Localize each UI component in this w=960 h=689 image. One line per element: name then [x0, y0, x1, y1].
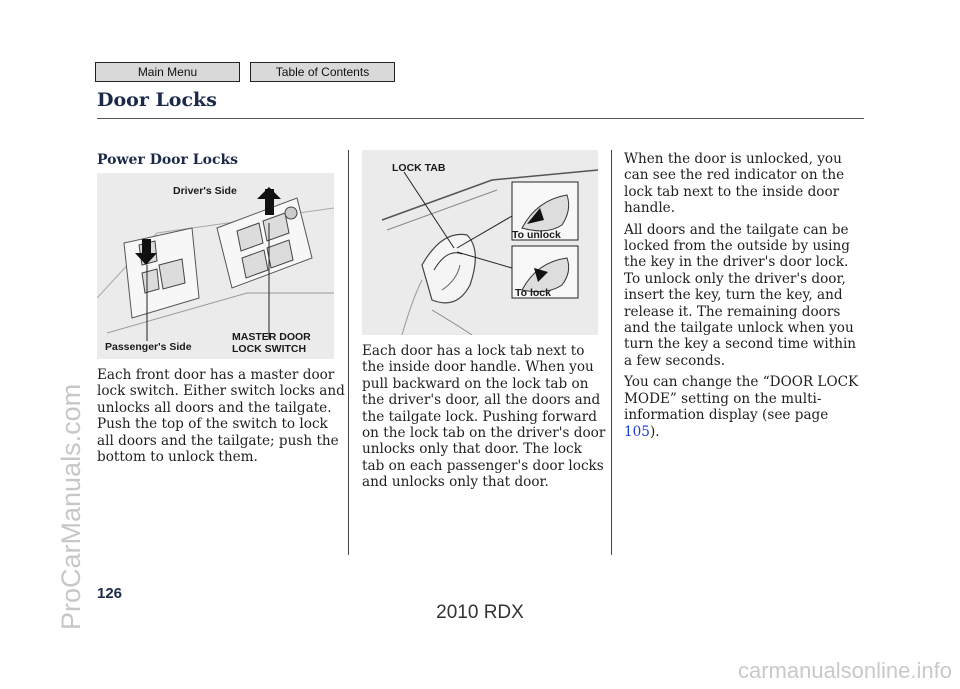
lock-mode-text: You can change the “DOOR LOCK MODE” setting on the multi-information display (see page [624, 374, 859, 424]
door-handle-drawing [362, 150, 598, 335]
section-subheading: Power Door Locks [97, 152, 239, 168]
side-watermark: ProCarManuals.com [56, 383, 86, 630]
title-divider [97, 118, 864, 119]
lock-tab-text: Each door has a lock tab next to the inside door handle. When you pull backward on the lock tab on the driver's door, all the doors and the tailgate lock. Pushing forward on the lock tab on the driver's door unlocks only that door. The lock tab on each passenger's door locks and unlocks only that door. [362, 343, 606, 491]
column-divider [348, 150, 349, 555]
lock-mode-text-end: ). [649, 423, 660, 440]
page-title: Door Locks [97, 89, 217, 111]
figure-label-master-switch-line1: MASTER DOOR [232, 331, 311, 343]
table-of-contents-button[interactable]: Table of Contents [250, 62, 395, 82]
key-lock-paragraph: All doors and the tailgate can be locked from the outside by using the key in the driver's door lock. To unlock only the driver's door, insert the key, turn the key, and release it. The remaining doors and the tailgate unlock when you turn the key a second time within a few seconds. [624, 221, 857, 369]
figure-label-to-unlock: To unlock [512, 229, 561, 241]
page-105-link[interactable]: 105 [624, 423, 650, 440]
lock-mode-paragraph [624, 374, 868, 440]
main-menu-button[interactable]: Main Menu [95, 62, 240, 82]
model-label: 2010 RDX [436, 602, 524, 623]
figure-label-master-switch-line2: LOCK SWITCH [232, 343, 307, 355]
page-number: 126 [97, 585, 123, 602]
master-switch-text: Each front door has a master door lock switch. Either switch locks and unlocks all doors and the tailgate. Push the top of the switch to lock all doors and the tailgate; push the bottom to unlock them. [97, 367, 345, 466]
figure-label-drivers-side: Driver's Side [173, 185, 237, 197]
figure-label-passengers-side: Passenger's Side [105, 341, 192, 353]
bottom-watermark: carmanualsonline.info [737, 658, 952, 683]
key-lock-column [624, 151, 868, 440]
lock-tab-illustration [362, 150, 598, 335]
figure-label-to-lock: To lock [515, 287, 551, 299]
master-switch-illustration [97, 173, 334, 359]
column-divider [611, 150, 612, 555]
master-switch-paragraph [97, 367, 345, 465]
lock-tab-paragraph [362, 343, 608, 491]
figure-label-lock-tab: LOCK TAB [392, 162, 446, 174]
red-indicator-paragraph: When the door is unlocked, you can see the red indicator on the lock tab next to the inside door handle. [624, 151, 845, 217]
